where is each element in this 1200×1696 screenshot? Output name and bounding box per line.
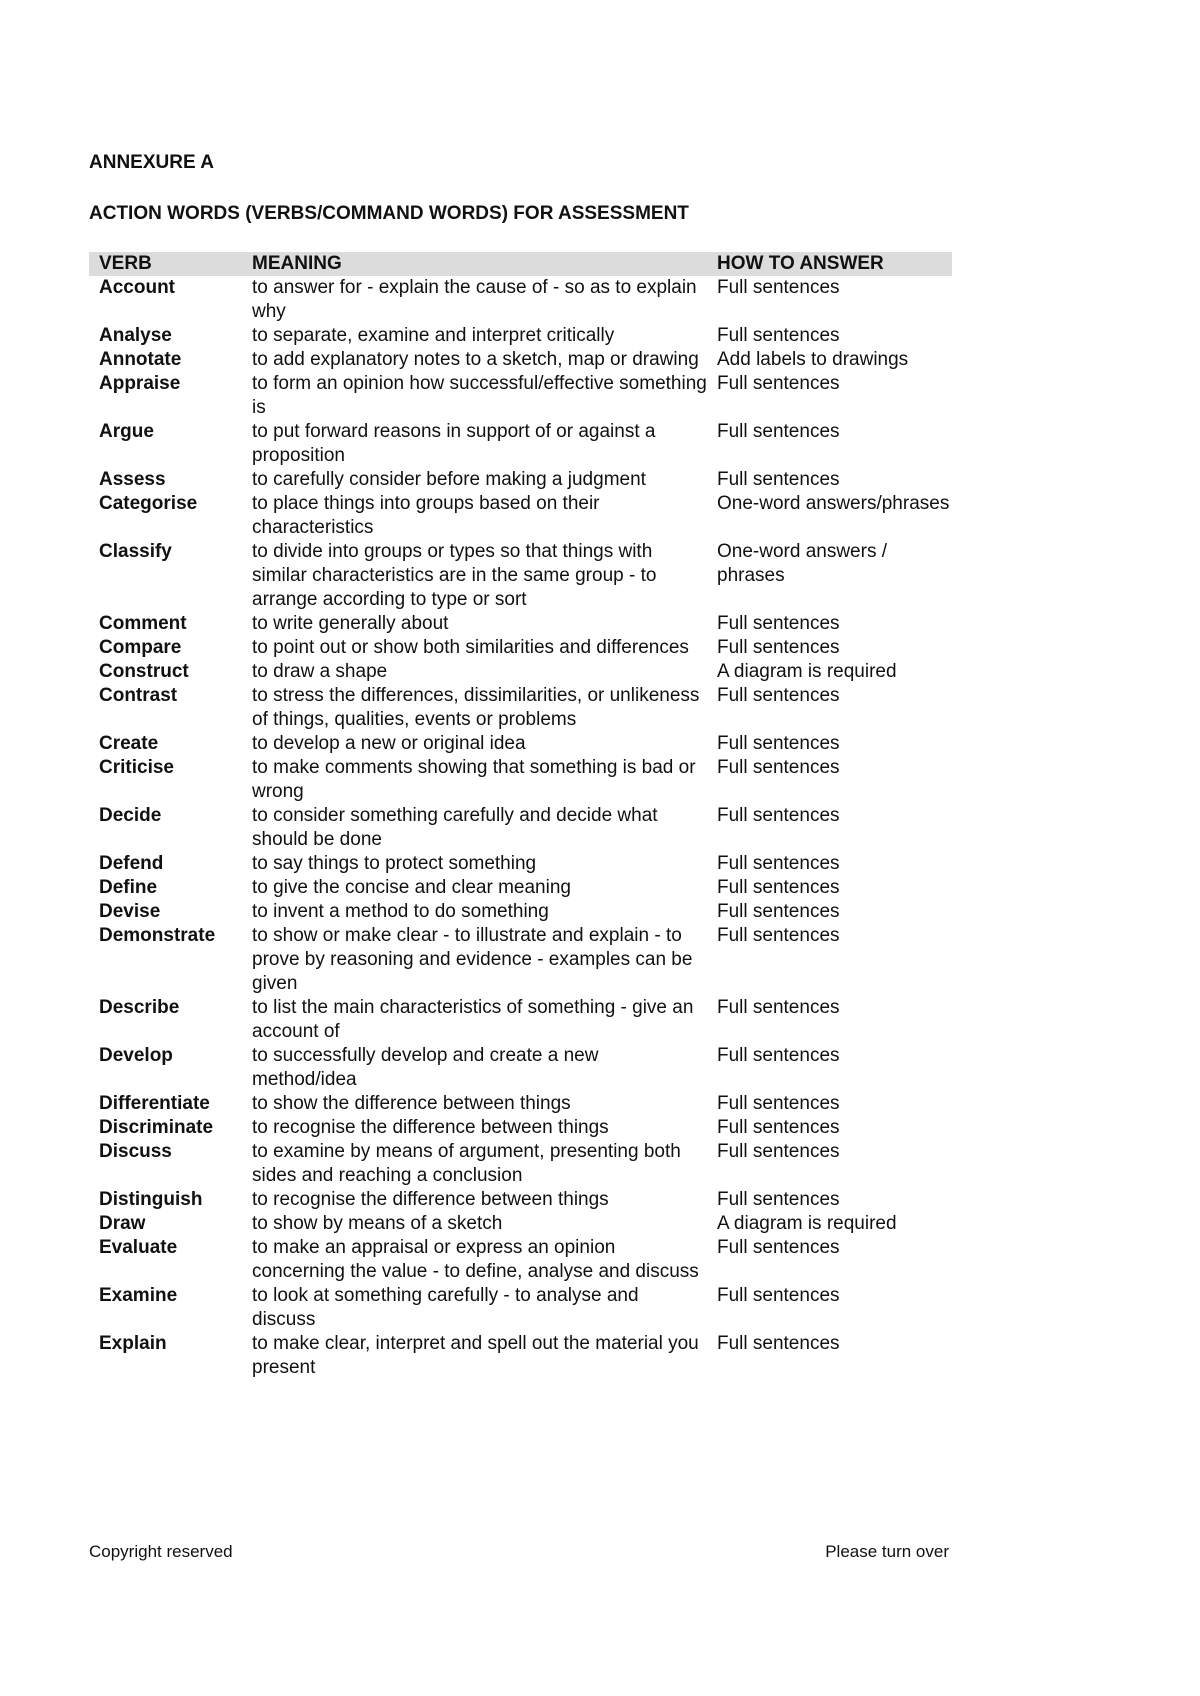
table-row	[89, 684, 952, 732]
verb-cell: Classify	[99, 541, 172, 562]
how-to-answer-cell: Full sentences	[717, 1117, 840, 1138]
verb-cell: Account	[99, 277, 175, 298]
table-row	[89, 492, 952, 540]
meaning-cell: to consider something carefully and decide what should be done	[252, 805, 658, 850]
table-row	[89, 276, 952, 324]
meaning-cell: to invent a method to do something	[252, 901, 549, 922]
table-header-row	[89, 252, 952, 276]
meaning-cell: to list the main characteristics of something - give an account of	[252, 997, 694, 1042]
verb-cell: Define	[99, 877, 158, 898]
verb-cell: Discriminate	[99, 1117, 214, 1138]
verb-cell: Examine	[99, 1285, 178, 1306]
table-row	[89, 348, 952, 372]
meaning-cell: to point out or show both similarities and differences	[252, 637, 689, 658]
how-to-answer-cell: Full sentences	[717, 901, 840, 922]
verb-cell: Analyse	[99, 325, 172, 346]
table-row	[89, 804, 952, 852]
verb-cell: Compare	[99, 637, 182, 658]
verb-cell: Comment	[99, 613, 187, 634]
verb-cell: Appraise	[99, 373, 181, 394]
meaning-cell: to show the difference between things	[252, 1093, 571, 1114]
table-row	[89, 468, 952, 492]
how-to-answer-cell: Full sentences	[717, 277, 840, 298]
verb-cell: Differentiate	[99, 1093, 210, 1114]
table-row	[89, 876, 952, 900]
footer-turn-over: Please turn over	[825, 1542, 949, 1561]
verb-cell: Defend	[99, 853, 164, 874]
table-row	[89, 1092, 952, 1116]
verb-cell: Contrast	[99, 685, 178, 706]
how-to-answer-cell: Full sentences	[717, 613, 840, 634]
meaning-cell: to carefully consider before making a judgment	[252, 469, 646, 490]
meaning-cell: to say things to protect something	[252, 853, 537, 874]
table-row	[89, 1140, 952, 1188]
how-to-answer-cell: Add labels to drawings	[717, 349, 909, 370]
how-to-answer-cell: Full sentences	[717, 877, 840, 898]
table-row	[89, 996, 952, 1044]
how-to-answer-cell: Full sentences	[717, 997, 840, 1018]
how-to-answer-cell: A diagram is required	[717, 1213, 897, 1234]
verb-cell: Criticise	[99, 757, 174, 778]
verb-cell: Discuss	[99, 1141, 172, 1162]
table-row	[89, 372, 952, 420]
meaning-cell: to separate, examine and interpret critically	[252, 325, 615, 346]
table-row	[89, 636, 952, 660]
verb-cell: Devise	[99, 901, 161, 922]
column-header-how-to-answer: HOW TO ANSWER	[707, 252, 952, 276]
verb-cell: Distinguish	[99, 1189, 203, 1210]
table-row	[89, 900, 952, 924]
verb-cell: Evaluate	[99, 1237, 178, 1258]
table-row	[89, 612, 952, 636]
meaning-cell: to recognise the difference between things	[252, 1117, 609, 1138]
table-row	[89, 1212, 952, 1236]
verb-cell: Draw	[99, 1213, 146, 1234]
table-row	[89, 660, 952, 684]
table-row	[89, 1284, 952, 1332]
meaning-cell: to examine by means of argument, presenting both sides and reaching a conclusion	[252, 1141, 681, 1186]
footer-copyright: Copyright reserved	[89, 1542, 233, 1561]
meaning-cell: to give the concise and clear meaning	[252, 877, 571, 898]
how-to-answer-cell: A diagram is required	[717, 661, 897, 682]
how-to-answer-cell: Full sentences	[717, 373, 840, 394]
meaning-cell: to draw a shape	[252, 661, 388, 682]
verb-cell: Demonstrate	[99, 925, 216, 946]
how-to-answer-cell: One-word answers/phrases	[717, 493, 950, 514]
meaning-cell: to show by means of a sketch	[252, 1213, 503, 1234]
how-to-answer-cell: Full sentences	[717, 925, 840, 946]
verb-cell: Create	[99, 733, 159, 754]
verb-cell: Construct	[99, 661, 189, 682]
how-to-answer-cell: Full sentences	[717, 1045, 840, 1066]
meaning-cell: to successfully develop and create a new method/idea	[252, 1045, 599, 1090]
action-words-table	[89, 252, 952, 1380]
page-heading: ACTION WORDS (VERBS/COMMAND WORDS) FOR ASSESSMENT	[89, 203, 689, 224]
meaning-cell: to make an appraisal or express an opinion concerning the value - to define, analyse and discuss	[252, 1237, 699, 1282]
how-to-answer-cell: Full sentences	[717, 685, 840, 706]
verb-cell: Argue	[99, 421, 154, 442]
how-to-answer-cell: Full sentences	[717, 421, 840, 442]
how-to-answer-cell: Full sentences	[717, 805, 840, 826]
meaning-cell: to write generally about	[252, 613, 449, 634]
meaning-cell: to form an opinion how successful/effective something is	[252, 373, 707, 418]
verb-cell: Develop	[99, 1045, 173, 1066]
table-row	[89, 1188, 952, 1212]
verb-cell: Decide	[99, 805, 162, 826]
table-row	[89, 924, 952, 996]
meaning-cell: to stress the differences, dissimilarities, or unlikeness of things, qualities, events or problems	[252, 685, 700, 730]
table-row	[89, 852, 952, 876]
how-to-answer-cell: Full sentences	[717, 757, 840, 778]
meaning-cell: to place things into groups based on their characteristics	[252, 493, 600, 538]
meaning-cell: to put forward reasons in support of or against a proposition	[252, 421, 656, 466]
verb-cell: Categorise	[99, 493, 198, 514]
annexure-title: ANNEXURE A	[89, 152, 214, 173]
how-to-answer-cell: Full sentences	[717, 1189, 840, 1210]
how-to-answer-cell: Full sentences	[717, 325, 840, 346]
table-row	[89, 756, 952, 804]
how-to-answer-cell: Full sentences	[717, 1141, 840, 1162]
how-to-answer-cell: Full sentences	[717, 1333, 840, 1354]
how-to-answer-cell: Full sentences	[717, 1093, 840, 1114]
table-row	[89, 420, 952, 468]
meaning-cell: to answer for - explain the cause of - so as to explain why	[252, 277, 697, 322]
verb-cell: Assess	[99, 469, 166, 490]
meaning-cell: to make clear, interpret and spell out the material you present	[252, 1333, 699, 1378]
table-row	[89, 324, 952, 348]
verb-cell: Explain	[99, 1333, 167, 1354]
verb-cell: Describe	[99, 997, 180, 1018]
table-row	[89, 732, 952, 756]
meaning-cell: to show or make clear - to illustrate and explain - to prove by reasoning and evidence - examples can be given	[252, 925, 693, 994]
how-to-answer-cell: Full sentences	[717, 1237, 840, 1258]
table-body	[89, 276, 952, 1380]
column-header-verb: VERB	[89, 252, 242, 276]
how-to-answer-cell: Full sentences	[717, 469, 840, 490]
meaning-cell: to develop a new or original idea	[252, 733, 526, 754]
how-to-answer-cell: One-word answers / phrases	[717, 541, 888, 586]
how-to-answer-cell: Full sentences	[717, 733, 840, 754]
meaning-cell: to add explanatory notes to a sketch, map or drawing	[252, 349, 699, 370]
meaning-cell: to divide into groups or types so that things with similar characteristics are in the same group - to arrange according to type or sort	[252, 541, 657, 610]
how-to-answer-cell: Full sentences	[717, 853, 840, 874]
table-row	[89, 540, 952, 612]
meaning-cell: to look at something carefully - to analyse and discuss	[252, 1285, 639, 1330]
how-to-answer-cell: Full sentences	[717, 1285, 840, 1306]
table-row	[89, 1116, 952, 1140]
meaning-cell: to make comments showing that something is bad or wrong	[252, 757, 696, 802]
meaning-cell: to recognise the difference between things	[252, 1189, 609, 1210]
table-row	[89, 1236, 952, 1284]
table-row	[89, 1332, 952, 1380]
how-to-answer-cell: Full sentences	[717, 637, 840, 658]
verb-cell: Annotate	[99, 349, 182, 370]
column-header-meaning: MEANING	[242, 252, 707, 276]
table-row	[89, 1044, 952, 1092]
